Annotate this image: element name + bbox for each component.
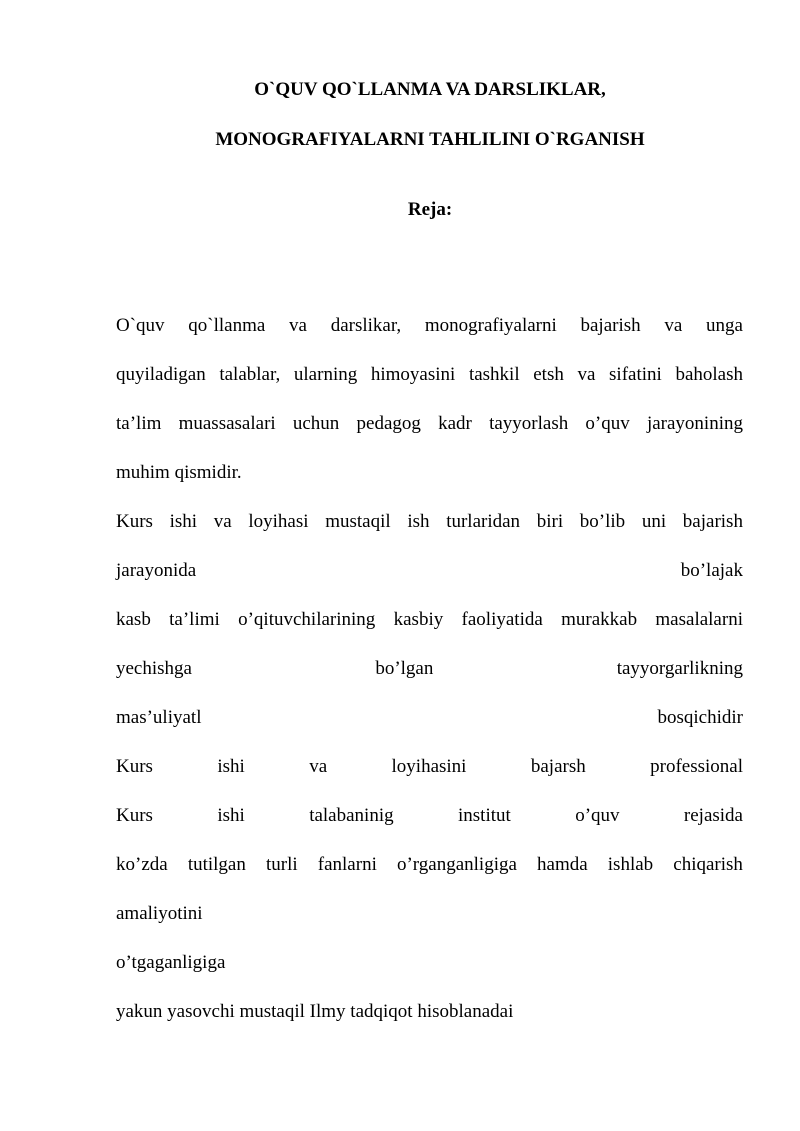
body-word: bajarsh bbox=[530, 756, 586, 777]
body-word: ishi bbox=[217, 805, 245, 826]
body-word: ta’lim bbox=[116, 413, 162, 434]
body-word: quyiladigan bbox=[116, 364, 206, 385]
body-word: fanlarni bbox=[317, 854, 377, 875]
body-word: tutilgan bbox=[187, 854, 246, 875]
body-line bbox=[116, 657, 743, 681]
body-word: pedagog bbox=[356, 413, 421, 434]
body-word: mas’uliyatl bbox=[116, 707, 202, 728]
body-word: muassasalari bbox=[178, 413, 276, 434]
body-word: o’quv bbox=[585, 413, 630, 434]
body-word: loyihasi bbox=[248, 511, 309, 532]
body-word: ta’limi bbox=[169, 609, 220, 630]
body-line bbox=[116, 363, 743, 387]
body-word: bajarish bbox=[580, 315, 641, 336]
body-word: ish bbox=[407, 511, 430, 532]
body-word: etsh bbox=[533, 364, 564, 385]
body-word: loyihasini bbox=[391, 756, 467, 777]
body-word: masalalarni bbox=[655, 609, 743, 630]
body-word: yechishga bbox=[116, 658, 192, 679]
body-word: Kurs bbox=[116, 511, 153, 532]
body-word: kasbiy bbox=[393, 609, 444, 630]
body-word: va bbox=[309, 756, 328, 777]
body-word: va bbox=[577, 364, 596, 385]
body-word: jarayonining bbox=[646, 413, 743, 434]
body-word: o’qituvchilarining bbox=[238, 609, 376, 630]
body-word: Kurs bbox=[116, 756, 153, 777]
body-word: va bbox=[289, 315, 307, 336]
body-word: institut bbox=[458, 805, 511, 826]
body-word: biri bbox=[536, 511, 564, 532]
body-word: ishi bbox=[169, 511, 198, 532]
body-word: turli bbox=[265, 854, 298, 875]
body-line: o’tgaganligiga bbox=[116, 952, 226, 973]
body-word: tashkil bbox=[468, 364, 520, 385]
body-word: qo`llanma bbox=[188, 315, 266, 336]
body-word: bosqichidir bbox=[657, 707, 743, 728]
body-line: amaliyotini bbox=[116, 903, 203, 924]
body-word: unga bbox=[706, 315, 743, 336]
body-word: professional bbox=[650, 756, 743, 777]
document-title-line-1: O`QUV QO`LLANMA VA DARSLIKLAR, bbox=[254, 79, 606, 100]
body-word: darslikar, bbox=[330, 315, 402, 336]
body-line bbox=[116, 412, 743, 436]
body-word: ko’zda bbox=[116, 854, 168, 875]
body-line bbox=[116, 608, 743, 632]
body-word: uchun bbox=[292, 413, 340, 434]
body-word: sifatini bbox=[609, 364, 662, 385]
body-word: baholash bbox=[675, 364, 743, 385]
body-line bbox=[116, 559, 743, 583]
body-word: uni bbox=[641, 511, 667, 532]
body-word: jarayonida bbox=[116, 560, 197, 581]
body-word: tayyorgarlikning bbox=[616, 658, 743, 679]
body-word: va bbox=[664, 315, 683, 336]
body-line: muhim qismidir. bbox=[116, 462, 242, 483]
body-word: kasb bbox=[116, 609, 151, 630]
body-line bbox=[116, 804, 743, 828]
document-title-line-2: MONOGRAFIYALARNI TAHLILINI O`RGANISH bbox=[215, 129, 645, 150]
body-word: bo’lib bbox=[579, 511, 626, 532]
body-word: mustaqil bbox=[325, 511, 391, 532]
body-line bbox=[116, 853, 743, 877]
body-word: hamda bbox=[537, 854, 588, 875]
body-word: bajarish bbox=[682, 511, 743, 532]
body-word: kadr bbox=[438, 413, 472, 434]
body-line: yakun yasovchi mustaqil Ilmy tadqiqot hisoblanadai bbox=[116, 1001, 514, 1022]
body-line bbox=[116, 510, 743, 534]
body-word: O`quv bbox=[116, 315, 165, 336]
body-word: talabaninig bbox=[309, 805, 394, 826]
body-word: va bbox=[213, 511, 232, 532]
body-word: rejasida bbox=[683, 805, 743, 826]
body-word: o’quv bbox=[575, 805, 620, 826]
body-word: ularning bbox=[293, 364, 358, 385]
body-word: faoliyatida bbox=[461, 609, 543, 630]
body-word: tayyorlash bbox=[489, 413, 569, 434]
body-word: himoyasini bbox=[370, 364, 456, 385]
body-line bbox=[116, 314, 743, 338]
body-line bbox=[116, 706, 743, 730]
body-word: talablar, bbox=[219, 364, 281, 385]
body-word: ishlab bbox=[607, 854, 654, 875]
body-word: bo’lgan bbox=[375, 658, 434, 679]
body-word: bo’lajak bbox=[680, 560, 743, 581]
plan-heading: Reja: bbox=[407, 199, 453, 220]
body-word: Kurs bbox=[116, 805, 153, 826]
body-line bbox=[116, 755, 743, 779]
body-word: monografiyalarni bbox=[424, 315, 557, 336]
body-word: ishi bbox=[217, 756, 245, 777]
body-word: murakkab bbox=[561, 609, 638, 630]
body-word: chiqarish bbox=[673, 854, 743, 875]
body-word: o’rganganligiga bbox=[396, 854, 517, 875]
body-word: turlaridan bbox=[446, 511, 521, 532]
